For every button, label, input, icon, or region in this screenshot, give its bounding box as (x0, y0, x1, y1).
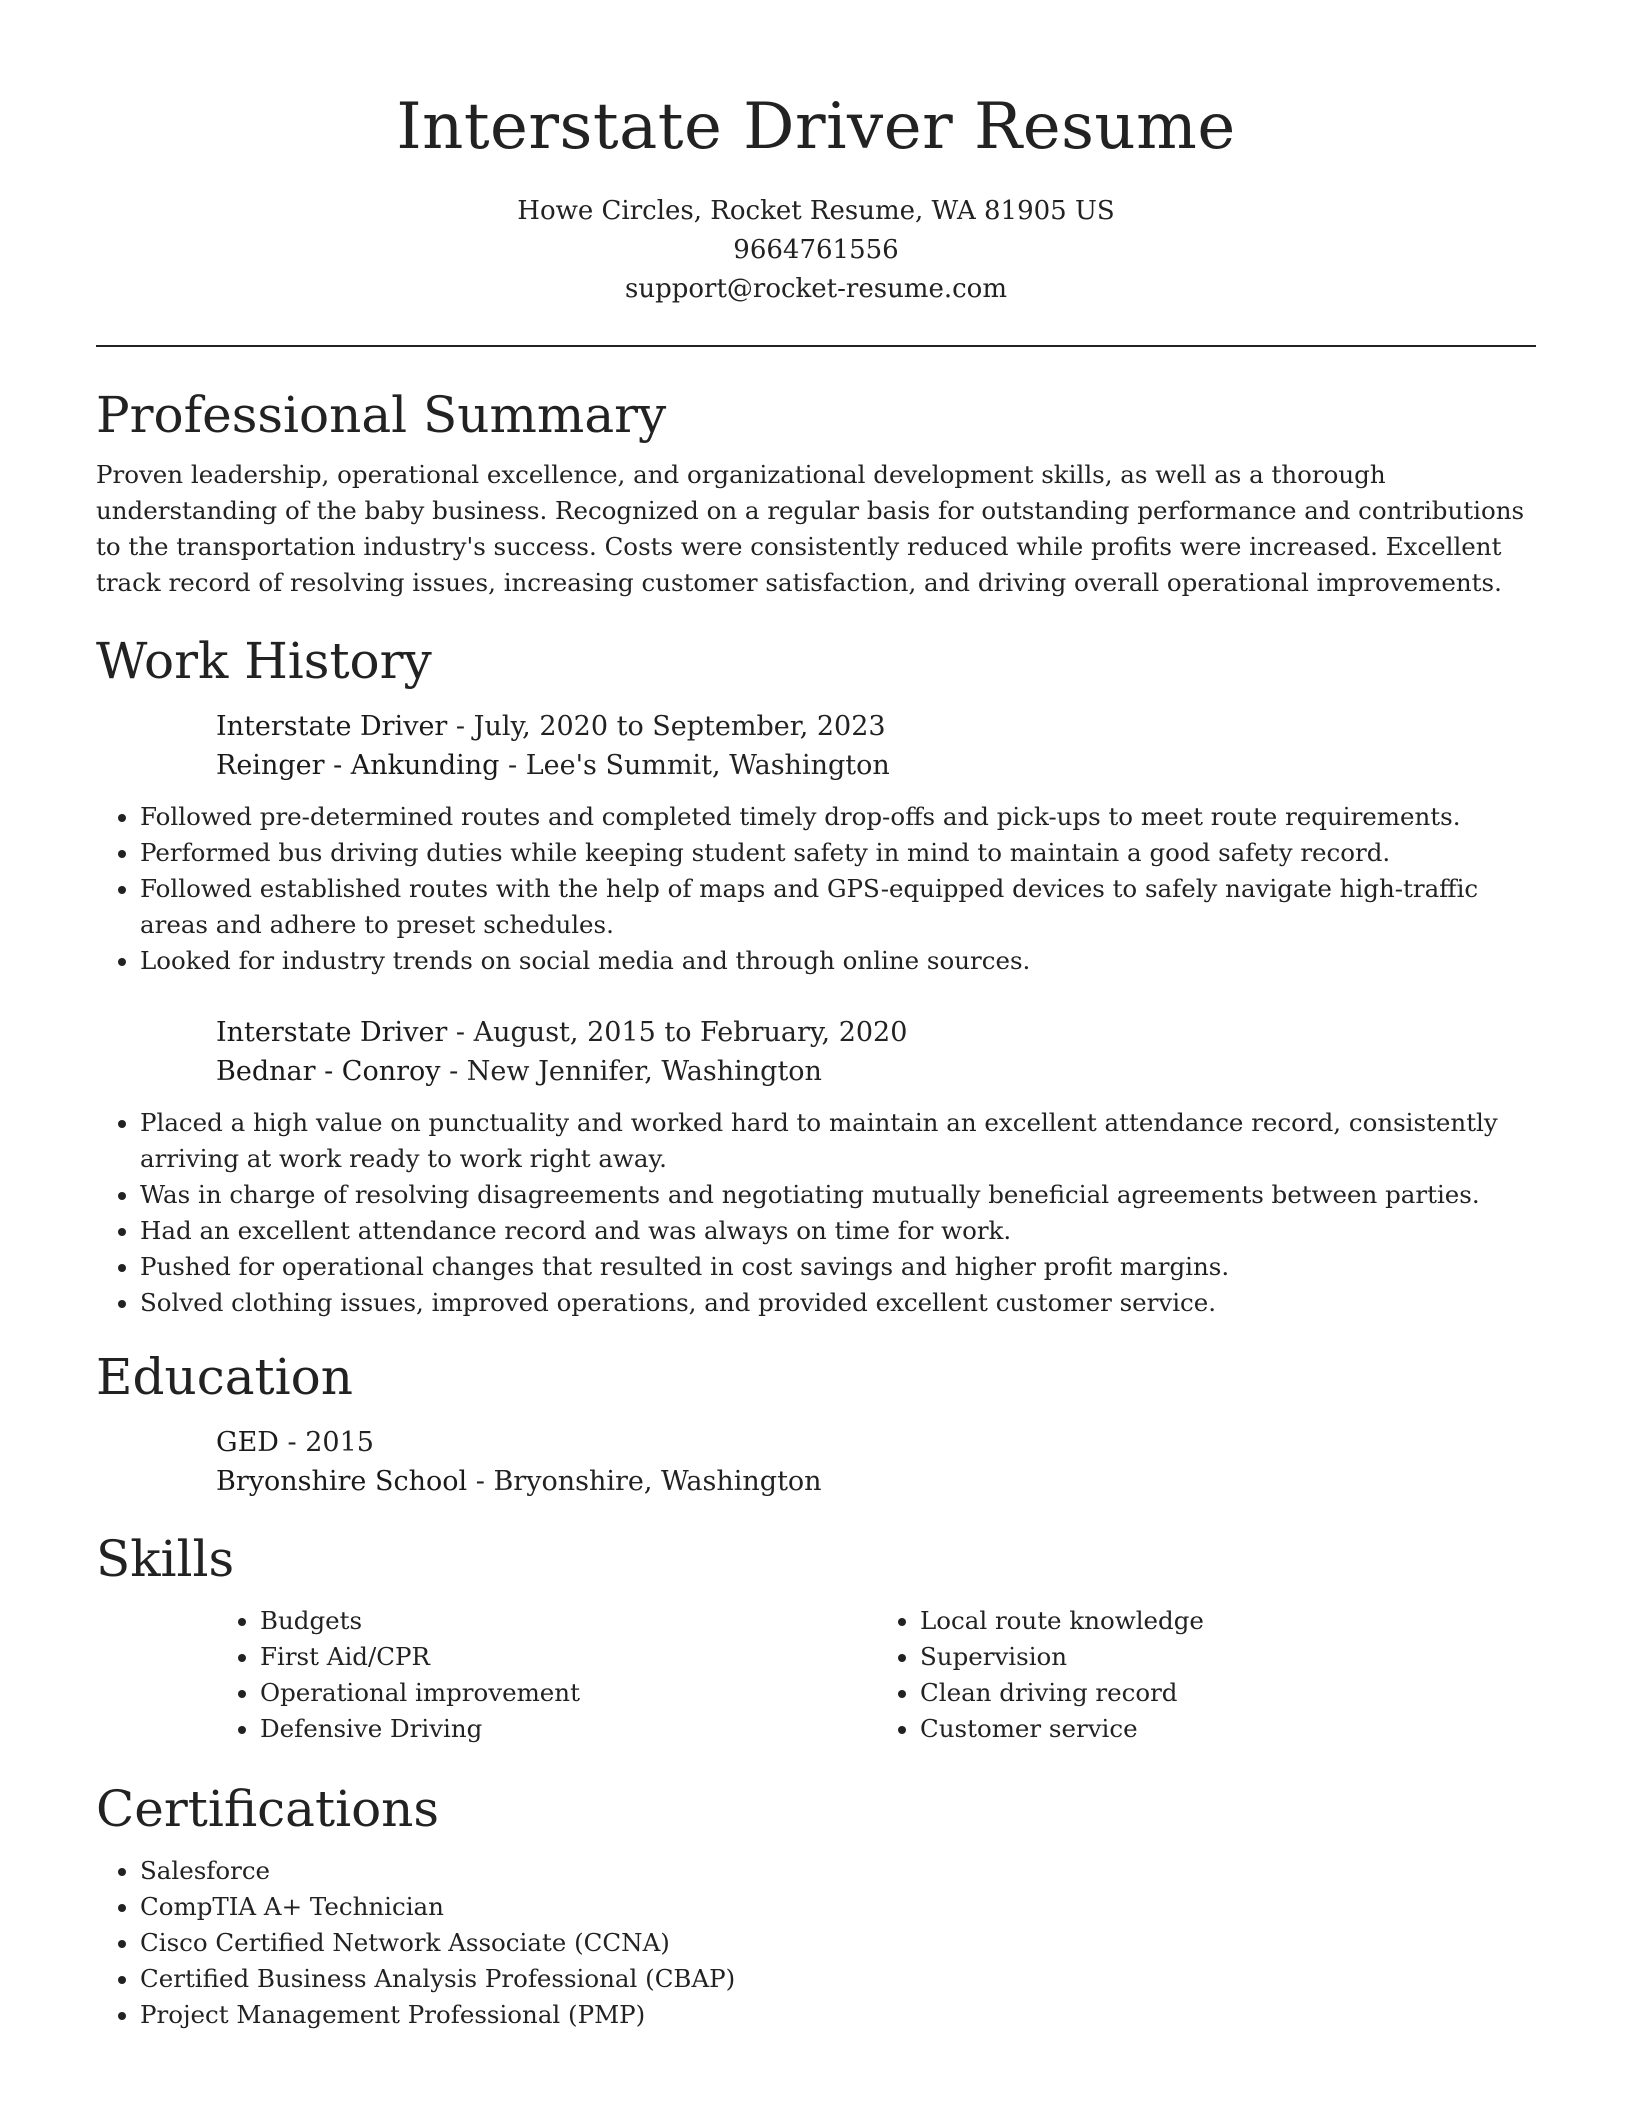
address: Howe Circles, Rocket Resume, WA 81905 US (517, 196, 1115, 226)
list-item: • Followed established routes with the help of maps and GPS-equipped devices to safely navigate high-traffic areas and adhere to preset schedules. (140, 871, 1536, 943)
job-location: - Lee's Summit, Washington (499, 750, 890, 781)
job-location: - New Jennifer, Washington (440, 1056, 822, 1087)
list-item: • Had an excellent attendance record and was always on time for work. (140, 1213, 1536, 1249)
summary-heading: Professional Summary (96, 386, 667, 444)
list-item: • Defensive Driving (260, 1711, 876, 1747)
list-item: • First Aid/CPR (260, 1639, 876, 1675)
work-heading: Work History (96, 632, 432, 690)
list-item: • Was in charge of resolving disagreements and negotiating mutually beneficial agreements between parties. (140, 1177, 1536, 1213)
school-location: - Bryonshire, Washington (467, 1466, 822, 1497)
job-title-line (216, 1013, 1536, 1052)
list-item: • Customer service (920, 1711, 1536, 1747)
summary-text: Proven leadership, operational excellence, and organizational development skills, as well as a thorough understanding of the baby business. Recognized on a regular basis for outstanding performance and contributions to the transportation industry's success. Costs were consistently reduced while profits were increased. Excellent track record of resolving issues, increasing customer satisfaction, and driving overall operational improvements. (96, 460, 1525, 597)
school: Bryonshire School (216, 1466, 468, 1497)
list-item: • Solved clothing issues, improved operations, and provided excellent customer service. (140, 1285, 1536, 1321)
list-item: • Performed bus driving duties while keeping student safety in mind to maintain a good safety record. (140, 835, 1536, 871)
skills-heading: Skills (96, 1530, 235, 1588)
job-dates: - August, 2015 to February, 2020 (447, 1017, 908, 1048)
skills-columns (216, 1603, 1536, 1747)
list-item: • Salesforce (140, 1853, 1536, 1889)
header-divider (96, 345, 1536, 347)
email: support@rocket-resume.com (624, 274, 1007, 304)
list-item: • Pushed for operational changes that resulted in cost savings and higher profit margins. (140, 1249, 1536, 1285)
job-title: Interstate Driver (216, 1017, 448, 1048)
job-bullets (96, 1105, 1536, 1321)
list-item: • Looked for industry trends on social media and through online sources. (140, 943, 1536, 979)
list-item: • Budgets (260, 1603, 876, 1639)
list-item: • Certified Business Analysis Professional (CBAP) (140, 1961, 1536, 1997)
degree: GED (216, 1427, 279, 1458)
degree-year: - 2015 (278, 1427, 374, 1458)
list-item: • Cisco Certified Network Associate (CCNA) (140, 1925, 1536, 1961)
list-item: • Followed pre-determined routes and completed timely drop-offs and pick-ups to meet route requirements. (140, 799, 1536, 835)
job-title: Interstate Driver (216, 711, 448, 742)
list-item: • CompTIA A+ Technician (140, 1889, 1536, 1925)
list-item: • Supervision (920, 1639, 1536, 1675)
education-entry (216, 1423, 1536, 1501)
list-item: • Project Management Professional (PMP) (140, 1997, 1536, 2033)
contact-block (96, 192, 1536, 309)
job-company: Reinger - Ankunding (216, 750, 500, 781)
job-entry (216, 1013, 1536, 1091)
degree-line (216, 1423, 1536, 1462)
list-item: • Placed a high value on punctuality and worked hard to maintain an excellent attendance record, consistently arriving at work ready to work right away. (140, 1105, 1536, 1177)
job-entry (216, 707, 1536, 785)
school-line (216, 1462, 1536, 1501)
skills-list-left (216, 1603, 876, 1747)
list-item: • Operational improvement (260, 1675, 876, 1711)
certifications-heading: Certifications (96, 1780, 440, 1838)
list-item: • Local route knowledge (920, 1603, 1536, 1639)
job-company: Bednar - Conroy (216, 1056, 441, 1087)
certifications-list (96, 1853, 1536, 2033)
job-company-line (216, 746, 1536, 785)
job-title-line (216, 707, 1536, 746)
skills-list-right (876, 1603, 1536, 1747)
job-company-line (216, 1052, 1536, 1091)
list-item: • Clean driving record (920, 1675, 1536, 1711)
resume-page (96, 0, 1536, 2033)
phone: 9664761556 (733, 235, 899, 265)
education-heading: Education (96, 1348, 353, 1406)
page-title: Interstate Driver Resume (396, 90, 1236, 164)
job-bullets (96, 799, 1536, 979)
job-dates: - July, 2020 to September, 2023 (447, 711, 886, 742)
